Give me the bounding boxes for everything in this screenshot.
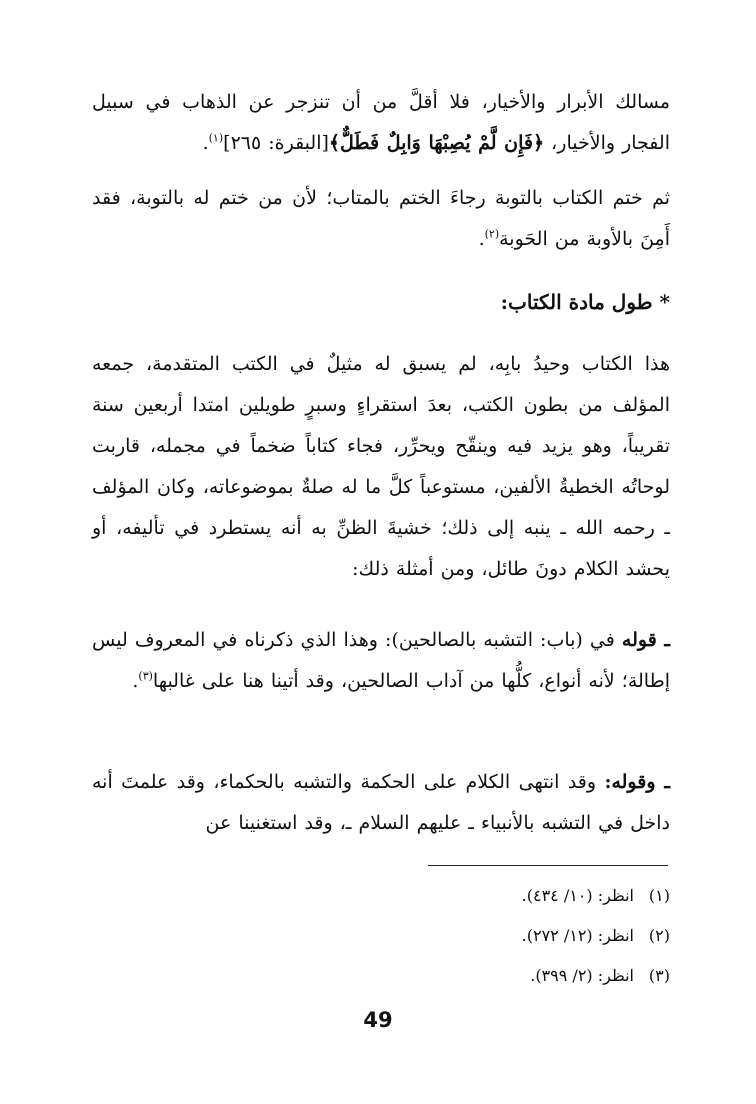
paragraph-5-text [92, 762, 670, 844]
paragraph-4-main: في (باب: التشبه بالصالحين): وهذا الذي ذكرناه في المعروف ليس إطالة؛ لأنه أنواع، كلُّها من آداب الصالحين، وقد أتينا هنا على غالبها [92, 629, 670, 692]
footnote-text: انظر: (١٢/ ٢٧٢). [521, 926, 634, 945]
section-heading: * طول مادة الكتاب: [500, 290, 670, 314]
paragraph-2-end: . [478, 228, 485, 250]
paragraph-4-lead: ـ قوله [621, 629, 670, 651]
paragraph-1-main: مسالك الأبرار والأخيار، فلا أقلَّ من أن تنزجر عن الذهاب في سبيل الفجار والأخيار، [92, 91, 670, 154]
footnote-marker-1: (١) [208, 131, 224, 145]
paragraph-4 [92, 620, 670, 702]
footnote-item [92, 956, 670, 996]
footnote-text: انظر: (١٠/ ٤٣٤). [521, 886, 634, 905]
footnote-divider [428, 865, 668, 866]
footnotes [92, 876, 670, 996]
footnote-marker-2: (٢) [484, 227, 500, 241]
footnote-number: (٣) [648, 966, 670, 985]
paragraph-2-text [92, 178, 670, 260]
quran-reference: [البقرة: ٢٦٥] [223, 132, 329, 154]
paragraph-5-lead: ـ وقوله: [604, 771, 671, 793]
paragraph-1 [92, 82, 670, 164]
paragraph-2 [92, 178, 670, 260]
paragraph-5 [92, 762, 670, 844]
paragraph-3-text: هذا الكتاب وحيدُ بابِه، لم يسبق له مثيلٌ في الكتب المتقدمة، جمعه المؤلف من بطون الكتب، بعدَ استقراءٍ وسبرٍ طويلين امتدا أربعين سنة تقريباً، وهو يزيد فيه وينقّح ويحرِّر، فجاء كتاباً ضخماً في مجمله، قاربت لوحاتُه الخطيةُ الألفين، مستوعباً كلَّ ما له صلةٌ بموضوعاته، وكان المؤلف ـ رحمه الله ـ ينبه إلى ذلك؛ خشيةَ الظنِّ به أنه يستطرد في تأليفه، أو يحشد الكلام دونَ طائل، ومن أمثلة ذلك: [92, 353, 670, 580]
footnote-item [92, 916, 670, 956]
footnote-number: (١) [648, 886, 670, 905]
paragraph-1-text [92, 82, 670, 164]
paragraph-4-text [92, 620, 670, 702]
quran-verse: ﴿فَإِن لَّمْ يُصِبْهَا وَابِلٌ فَطَلٌّ﴾ [328, 132, 545, 154]
paragraph-5-main: وقد انتهى الكلام على الحكمة والتشبه بالحكماء، وقد علمتَ أنه داخل في التشبه بالأنبياء ـ عليهم السلام ـ، وقد استغنينا عن [92, 771, 670, 834]
footnote-text: انظر: (٢/ ٣٩٩). [530, 966, 634, 985]
paragraph-4-end: . [132, 670, 139, 692]
page-number: 49 [363, 1008, 393, 1032]
paragraph-1-end: . [202, 132, 209, 154]
footnote-marker-3: (٣) [138, 669, 153, 683]
paragraph-3 [92, 344, 670, 590]
footnote-item [92, 876, 670, 916]
footnote-number: (٢) [648, 926, 670, 945]
paragraph-2-main: ثم ختم الكتاب بالتوبة رجاءَ الختم بالمتاب؛ لأن من ختم له بالتوبة، فقد أَمِنَ بالأوبة من الحَوبة [92, 187, 670, 250]
